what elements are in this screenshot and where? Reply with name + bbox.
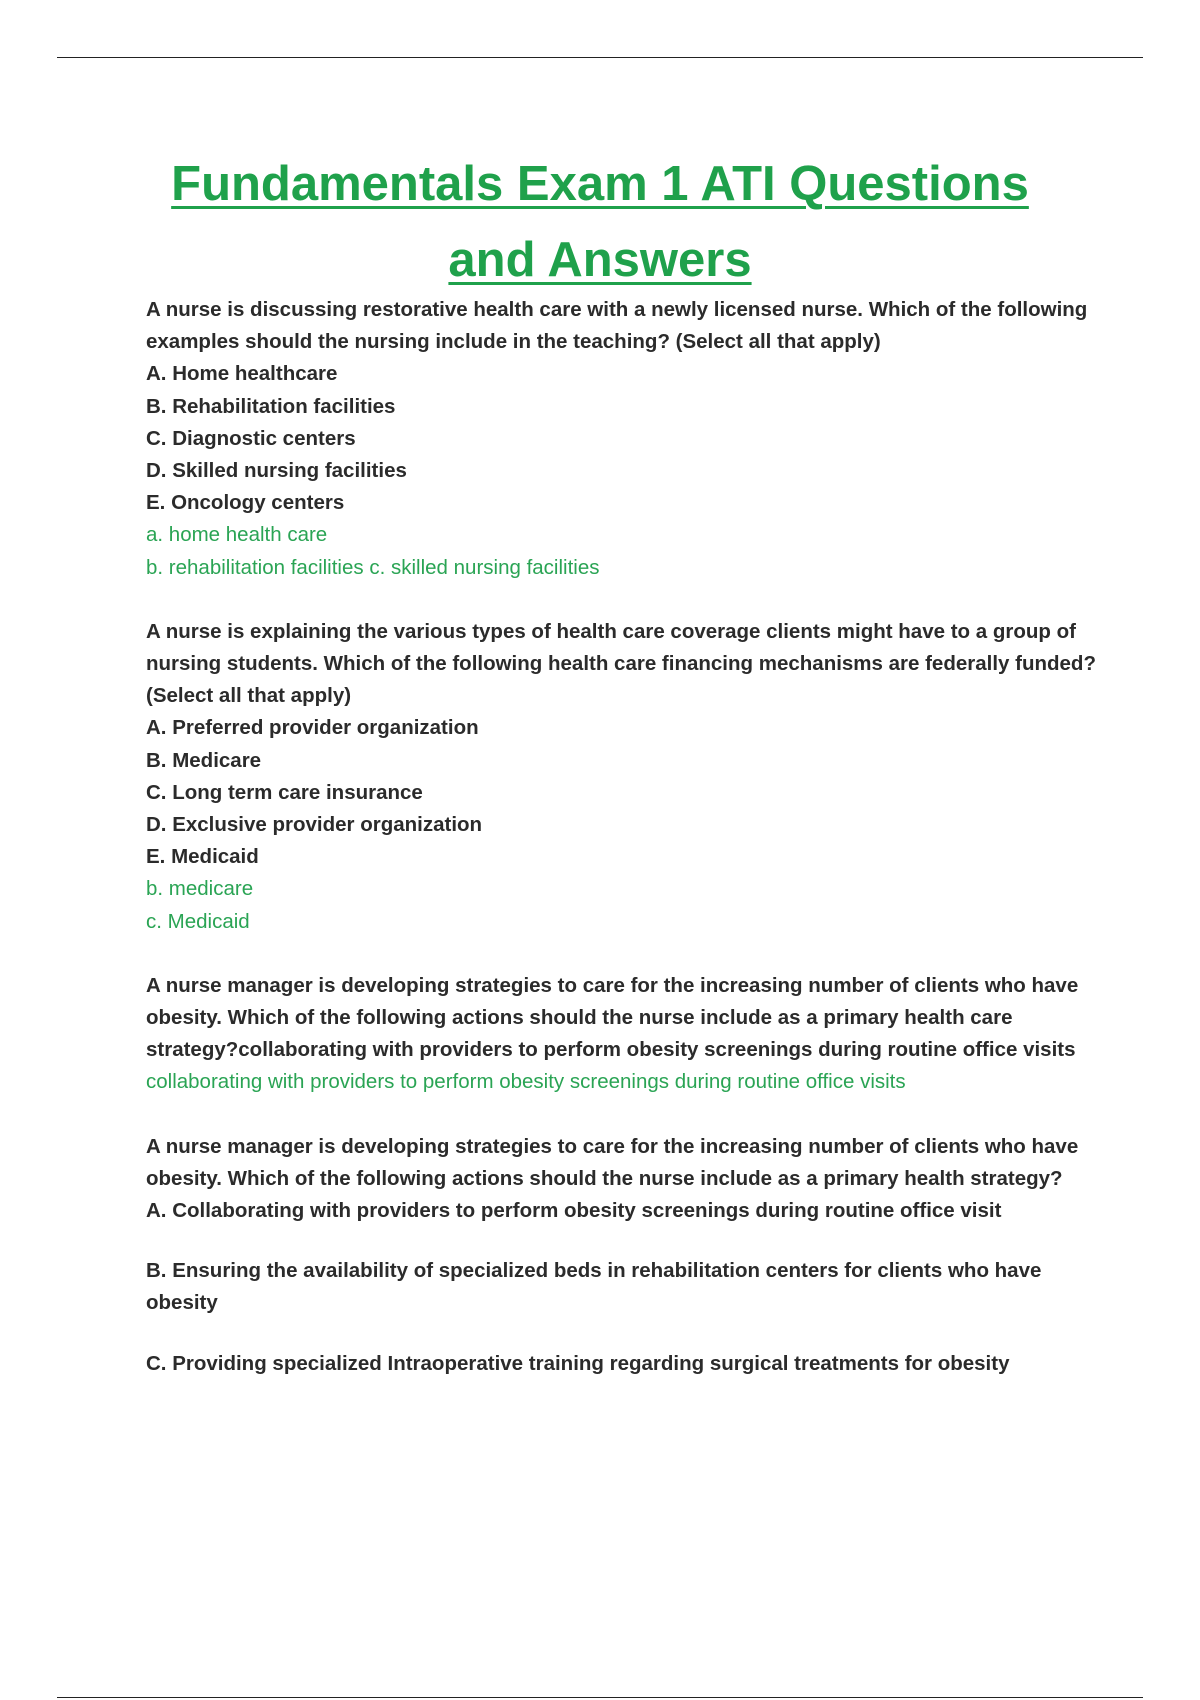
question-stem: A nurse is explaining the various types of health care coverage clients might have to a group of nursing students. Which of the following health care financing mechanisms are federally funded? (Select all that apply) <box>146 619 1096 708</box>
option-a: A. Home healthcare <box>146 362 338 386</box>
spacer <box>146 584 1106 616</box>
spacer <box>146 938 1106 970</box>
option-b: B. Rehabilitation facilities <box>146 394 396 418</box>
option-a: A. Preferred provider organization <box>146 716 479 740</box>
document-body <box>146 294 1106 1380</box>
option-c: C. Diagnostic centers <box>146 426 356 450</box>
answer-line: c. Medicaid <box>146 909 250 933</box>
answer-line: b. rehabilitation facilities c. skilled nursing facilities <box>146 555 600 579</box>
spacer <box>146 1320 1106 1348</box>
option-d: D. Skilled nursing facilities <box>146 459 407 483</box>
question-1 <box>146 294 1106 584</box>
answer-line: b. medicare <box>146 877 254 901</box>
question-3 <box>146 970 1106 1099</box>
document-title <box>0 146 1200 298</box>
question-stem: A nurse is discussing restorative health care with a newly licensed nurse. Which of the following examples should the nursing include in the teaching? (Select all that apply) <box>146 298 1088 354</box>
question-4 <box>146 1131 1106 1380</box>
spacer <box>146 1099 1106 1131</box>
question-stem: A nurse manager is developing strategies to care for the increasing number of clients who have obesity. Which of the following actions should the nurse include as a primary health strategy? <box>146 1134 1079 1190</box>
option-b: B. Medicare <box>146 748 262 772</box>
top-rule <box>57 57 1143 58</box>
title-line-1: Fundamentals Exam 1 ATI Questions <box>171 157 1029 211</box>
option-c: C. Providing specialized Intraoperative training regarding surgical treatments for obesity <box>146 1351 1010 1375</box>
option-c: C. Long term care insurance <box>146 780 423 804</box>
option-d: D. Exclusive provider organization <box>146 813 483 837</box>
spacer <box>146 1227 1106 1255</box>
answer-line: collaborating with providers to perform obesity screenings during routine office visits <box>146 1070 906 1094</box>
question-2 <box>146 616 1106 938</box>
bottom-rule <box>57 1697 1143 1698</box>
option-b: B. Ensuring the availability of specialized beds in rehabilitation centers for clients who have obesity <box>146 1259 1042 1315</box>
answer-line: a. home health care <box>146 523 328 547</box>
question-stem: A nurse manager is developing strategies to care for the increasing number of clients who have obesity. Which of the following actions should the nurse include as a primary health care strategy?collaborating with providers to perform obesity screenings during routine office visits <box>146 973 1079 1062</box>
title-line-2: and Answers <box>448 233 752 287</box>
option-e: E. Oncology centers <box>146 491 345 515</box>
option-a: A. Collaborating with providers to perform obesity screenings during routine office visit <box>146 1199 1002 1223</box>
option-e: E. Medicaid <box>146 845 259 869</box>
